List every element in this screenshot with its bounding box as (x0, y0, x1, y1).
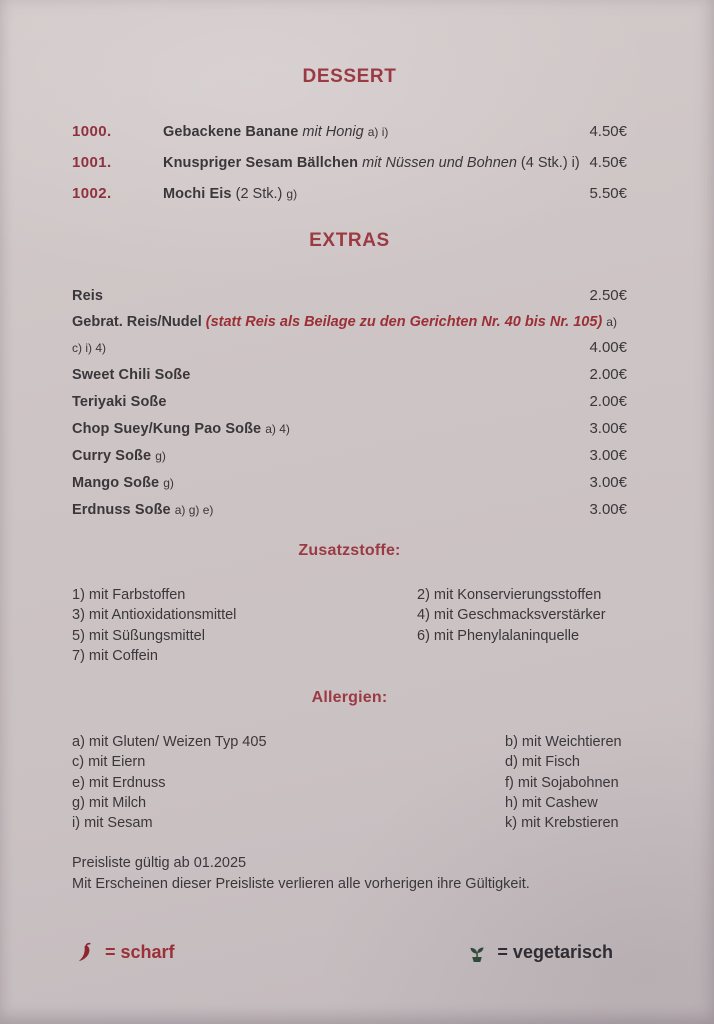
item-description (72, 366, 589, 385)
section-title-dessert: DESSERT (302, 66, 397, 87)
allergen-item: k) mit Krebstieren (505, 815, 619, 832)
extras-list (72, 286, 627, 520)
item-price: 3.00€ (589, 474, 627, 491)
menu-item-row (72, 365, 627, 385)
item-name: Mochi Eis (163, 186, 232, 202)
allergen-item: b) mit Weichtieren (505, 734, 622, 751)
item-name: Reis (72, 288, 104, 304)
item-description (72, 420, 589, 439)
allergen-item: g) mit Milch (72, 795, 147, 812)
allergens-column-right (505, 733, 622, 834)
menu-item-row (72, 313, 627, 358)
legend-vegetarisch-label: = vegetarisch (497, 942, 613, 963)
allergen-item: a) mit Gluten/ Weizen Typ 405 (72, 734, 267, 751)
item-price: 3.00€ (589, 420, 627, 437)
item-price: 4.50€ (589, 154, 627, 171)
allergens-column-left (72, 733, 505, 834)
item-description (72, 501, 589, 520)
item-extra: (4 Stk.) i) (520, 155, 580, 171)
allergen-item: d) mit Fisch (505, 754, 580, 771)
item-codes: g) (155, 449, 166, 463)
additive-item: 7) mit Coffein (72, 647, 158, 664)
menu-item-row (72, 153, 627, 173)
additive-item: 2) mit Konservierungsstoffen (417, 587, 602, 603)
allergen-item: f) mit Sojabohnen (505, 774, 619, 791)
price-list-validity-note (72, 853, 627, 895)
item-name: Knuspriger Sesam Bällchen (163, 155, 359, 171)
menu-item-row (72, 446, 627, 466)
menu-item-row (72, 286, 627, 306)
item-codes: a) 4) (265, 422, 290, 436)
legend-scharf (74, 941, 175, 964)
additive-item: 5) mit Süßungsmittel (72, 627, 205, 644)
item-description (72, 393, 589, 412)
item-name: Mango Soße (72, 475, 160, 491)
menu-item-row (72, 184, 627, 204)
dessert-list (72, 122, 627, 204)
item-codes: a) g) e) (174, 503, 214, 517)
section-title-allergien: Allergien: (311, 689, 388, 707)
allergens-list (72, 733, 627, 834)
additives-column-right (417, 586, 606, 667)
allergen-item: i) mit Sesam (72, 815, 153, 832)
menu-item-row (72, 419, 627, 439)
item-price: 3.00€ (589, 501, 627, 518)
item-description (163, 154, 589, 173)
item-name: Teriyaki Soße (72, 394, 167, 410)
item-name: Gebrat. Reis/Nudel (72, 314, 202, 330)
menu-item-row (72, 500, 627, 520)
additive-item: 3) mit Antioxidationsmittel (72, 607, 237, 624)
item-number: 1000. (72, 123, 112, 140)
chili-pepper-icon (74, 941, 97, 964)
additive-item: 1) mit Farbstoffen (72, 587, 186, 603)
allergen-item: c) mit Eiern (72, 754, 146, 771)
item-name: Gebackene Banane (163, 124, 299, 140)
item-name: Curry Soße (72, 448, 152, 464)
additive-item: 4) mit Geschmacksverstärker (417, 607, 606, 624)
item-description (163, 185, 589, 204)
item-detail: mit Honig (302, 124, 364, 140)
legend (72, 941, 627, 965)
item-codes-continued-line (72, 338, 627, 358)
menu-item-row (72, 473, 627, 493)
item-number: 1001. (72, 154, 112, 171)
item-price: 4.00€ (589, 339, 627, 356)
item-number: 1002. (72, 185, 112, 202)
menu-item-row (72, 392, 627, 412)
legend-scharf-label: = scharf (105, 942, 175, 963)
validity-line-1: Preisliste gültig ab 01.2025 (72, 854, 247, 871)
item-price: 2.00€ (589, 366, 627, 383)
allergen-item: e) mit Erdnuss (72, 774, 166, 791)
item-codes: a) (606, 315, 617, 329)
item-note: (statt Reis als Beilage zu den Gerichten Nr. 40 bis Nr. 105) (205, 314, 603, 330)
item-price: 3.00€ (589, 447, 627, 464)
item-name: Chop Suey/Kung Pao Soße (72, 421, 262, 437)
item-codes: g) (163, 476, 174, 490)
item-detail: mit Nüssen und Bohnen (362, 155, 517, 171)
item-codes: g) (286, 187, 298, 201)
legend-vegetarisch (465, 941, 613, 965)
item-description (163, 123, 589, 142)
item-price: 4.50€ (589, 123, 627, 140)
allergen-item: h) mit Cashew (505, 795, 598, 812)
item-extra: (2 Stk.) (235, 186, 283, 202)
item-description (72, 474, 589, 493)
item-description (72, 447, 589, 466)
additive-item: 6) mit Phenylalaninquelle (417, 627, 580, 644)
item-price: 2.50€ (589, 287, 627, 304)
item-description (72, 313, 627, 332)
item-codes: c) i) 4) (72, 341, 106, 355)
item-name: Sweet Chili Soße (72, 367, 191, 383)
section-title-zusatzstoffe: Zusatzstoffe: (298, 542, 401, 559)
item-description (72, 287, 589, 306)
sprout-icon (465, 941, 489, 965)
section-title-extras: EXTRAS (309, 230, 390, 251)
item-price: 2.00€ (589, 393, 627, 410)
menu-item-row (72, 122, 627, 142)
item-codes: a) i) (367, 125, 389, 139)
additives-list (72, 586, 627, 667)
item-price: 5.50€ (589, 185, 627, 202)
additives-column-left (72, 586, 417, 667)
validity-line-2: Mit Erscheinen dieser Preisliste verlieren alle vorherigen ihre Gültigkeit. (72, 875, 530, 892)
item-name: Erdnuss Soße (72, 502, 171, 518)
